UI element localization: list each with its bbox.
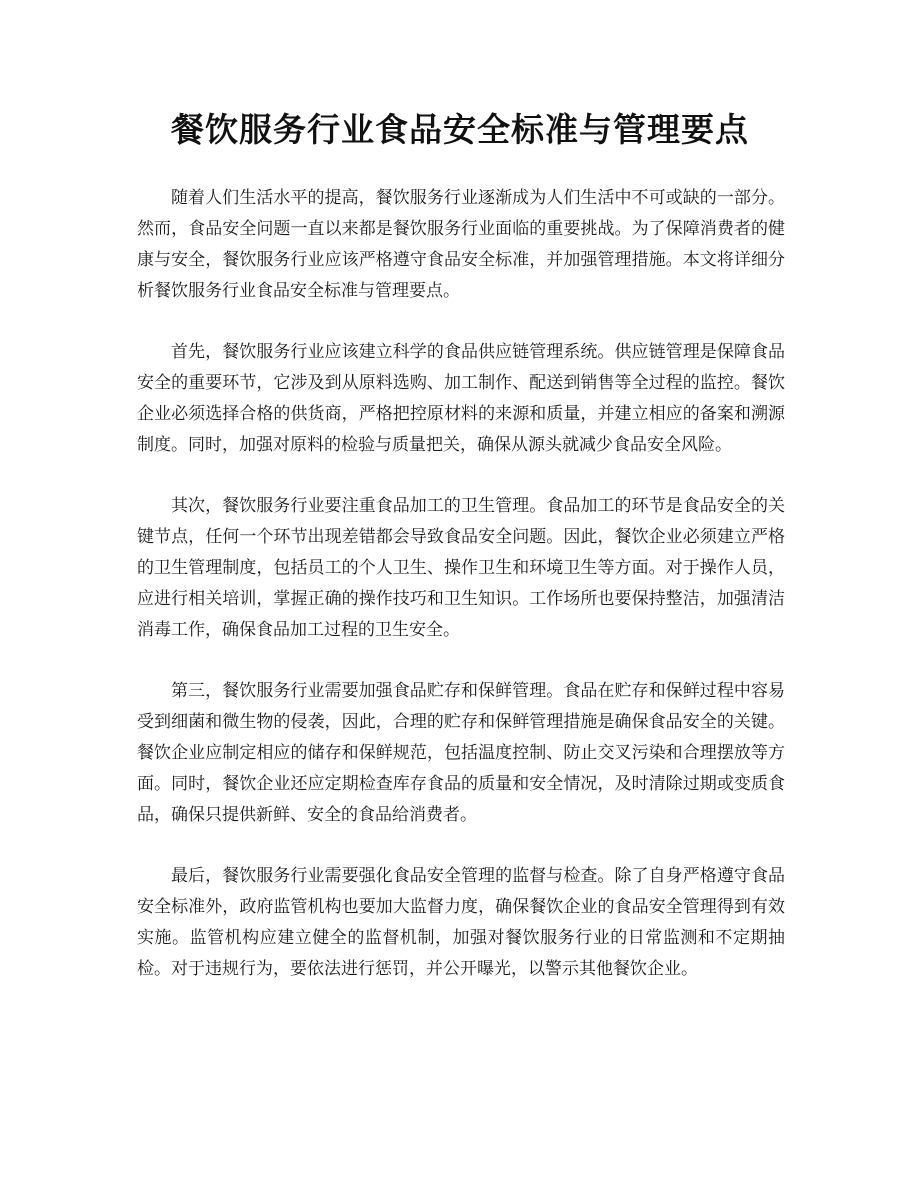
document-title: 餐饮服务行业食品安全标准与管理要点: [171, 110, 749, 149]
paragraph-storage: 第三，餐饮服务行业需要加强食品贮存和保鲜管理。食品在贮存和保鲜过程中容易受到细菌和微生物的侵袭，因此，合理的贮存和保鲜管理措施是确保食品安全的关键。餐饮企业应制定相应的储存和保鲜规范，包括温度控制、防止交叉污染和合理摆放等方面。同时，餐饮企业还应定期检查库存食品的质量和安全情况，及时清除过期或变质食品，确保只提供新鲜、安全的食品给消费者。: [137, 681, 785, 825]
paragraph-hygiene: 其次，餐饮服务行业要注重食品加工的卫生管理。食品加工的环节是食品安全的关键节点，任何一个环节出现差错都会导致食品安全问题。因此，餐饮企业必须建立严格的卫生管理制度，包括员工的个人卫生、操作卫生和环境卫生等方面。对于操作人员，应进行相关培训，掌握正确的操作技巧和卫生知识。工作场所也要保持整洁，加强清洁消毒工作，确保食品加工过程的卫生安全。: [137, 496, 785, 640]
paragraph-supply-chain: 首先，餐饮服务行业应该建立科学的食品供应链管理系统。供应链管理是保障食品安全的重要环节，它涉及到从原料选购、加工制作、配送到销售等全过程的监控。餐饮企业必须选择合格的供货商，严格把控原材料的来源和质量，并建立相应的备案和溯源制度。同时，加强对原料的检验与质量把关，确保从源头就减少食品安全风险。: [137, 342, 785, 455]
document-body: [137, 183, 785, 1015]
paragraph-supervision: 最后，餐饮服务行业需要强化食品安全管理的监督与检查。除了自身严格遵守食品安全标准外，政府监管机构也要加大监督力度，确保餐饮企业的食品安全管理得到有效实施。监管机构应建立健全的监督机制，加强对餐饮服务行业的日常监测和不定期抽检。对于违规行为，要依法进行惩罚，并公开曝光，以警示其他餐饮企业。: [137, 866, 785, 979]
paragraph-intro: 随着人们生活水平的提高，餐饮服务行业逐渐成为人们生活中不可或缺的一部分。然而，食品安全问题一直以来都是餐饮服务行业面临的重要挑战。为了保障消费者的健康与安全，餐饮服务行业应该严格遵守食品安全标准，并加强管理措施。本文将详细分析餐饮服务行业食品安全标准与管理要点。: [137, 188, 785, 301]
